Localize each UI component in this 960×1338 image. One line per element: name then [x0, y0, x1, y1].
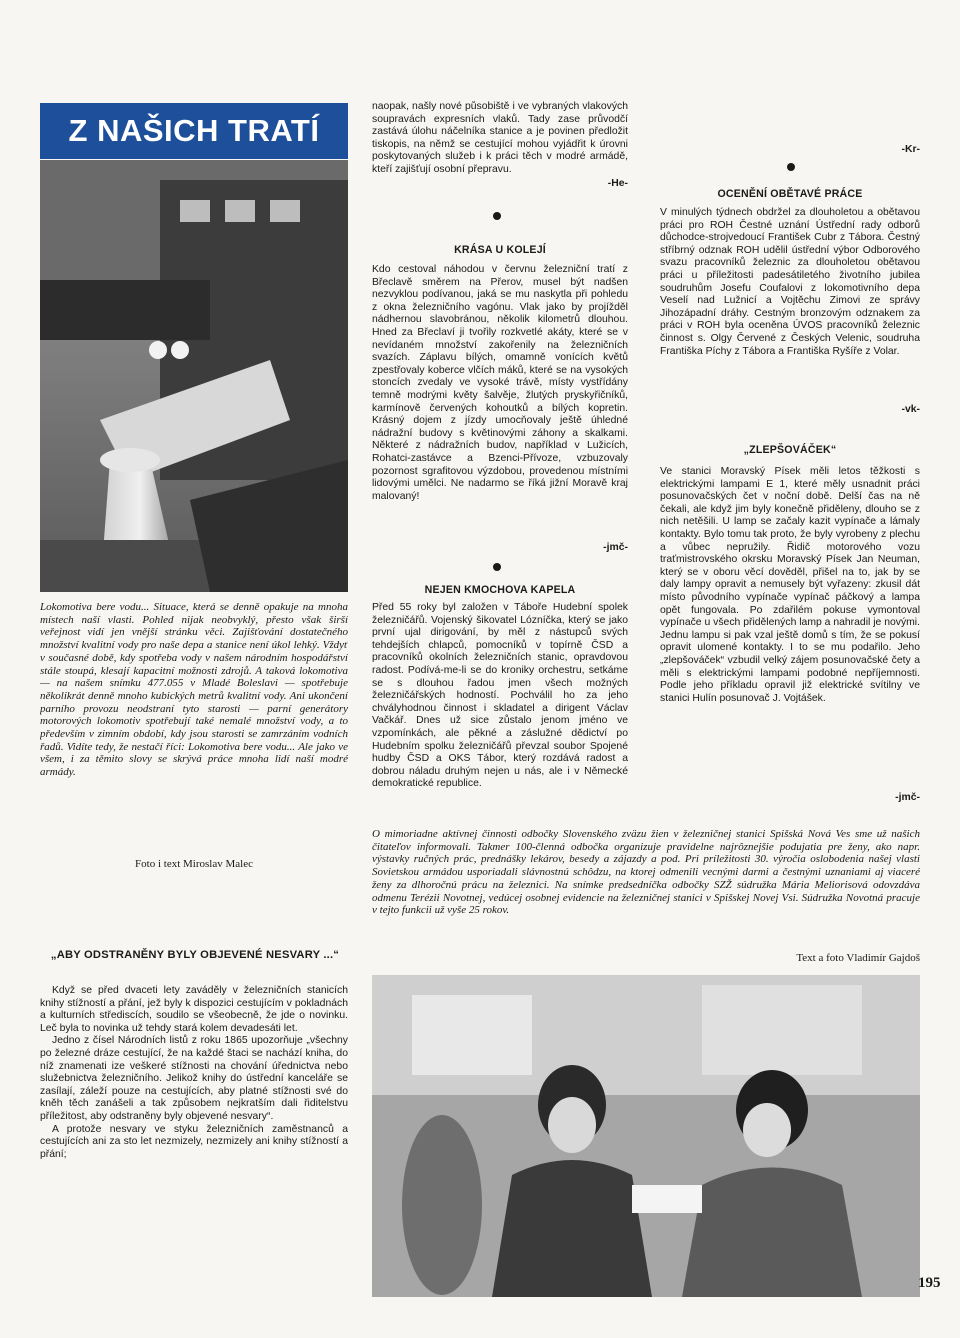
separator-dot: [787, 163, 795, 171]
article-oceneni-signature: -vk-: [901, 404, 920, 415]
article-nesvary-paragraph-3: A protože nesvary ve styku železničních zaměstnanců a cestujících ani za sto let nezmizely, nezmizely ani knihy stížností a přání;: [40, 1123, 348, 1160]
article-oceneni-body: V minulých týdnech obdržel za dlouholetou a obětavou práci pro ROH Čestné uznání Ústřední rady odborů důchodce-strojvedoucí František Cubr z Tábora. Čestný stříbrný odznak ROH udělil ústřední výbor Odborového svazu pracovníků železnic za dlouholetou obětavou práci u příležitosti padesátiletého životního jubilea soudruhům Josefu Coufalovi z lokomotivního depa Veselí nad Lužnicí a Vojtěchu Zimovi ze správy Jihozápadní dráhy. Cestným bronzovým odznakem za práci v ROH byla oceněna ÚVOS pracovníků železnic činnost s. Olgy Červené z Českých Velenic, soudruha Františka Píchy z Tábora a Františka Ryšíře z Volar.: [660, 207, 920, 357]
article-kapela-title: NEJEN KMOCHOVA KAPELA: [424, 584, 576, 596]
separator-dot: [493, 563, 501, 571]
article-nesvary-title: „ABY ODSTRANĚNY BYLY OBJEVENÉ NESVARY ...“: [50, 949, 340, 961]
page-number: 195: [918, 1275, 941, 1291]
article-zlepsovacek-signature: -jmč-: [895, 792, 920, 803]
article-nesvary-signature: -He-: [607, 178, 628, 189]
article-nesvary-continuation: naopak, našly nové působiště i ve vybraných vlakových soupravách expresních vlaků. Tady zase průvodčí zastává úlohu náčelníka stanice a je povinen předložit tiskopis, na němž se cestující mohou vyjádřit k úrovni poskytovaných služeb i k práci těch v modré armádě, kteří zajišťují osobní přepravu.: [372, 101, 628, 175]
locomotive-photo-image: [40, 160, 348, 592]
article-krasa-body: Kdo cestoval náhodou v červnu železniční tratí z Břeclavě směrem na Přerov, musel být nadšen nezvyklou podívanou, jaká se mu naskytla při pohledu z okna železničního vagónu. Vlak jako by projížděl nádhernou slavobránou, několik kilometrů dlouhou. Hned za Břeclaví ji tvořily rozkvetlé akáty, které se v nevídaném množství zakořenily na železničních svazích. Záplavu bílých, omamně vonících květů zpestřovaly koberce vlčích máků, které se na vysokých stoncích zvedaly ve vysoké trávě, místy vystřídány temně modrými květy šalvěje, žlutých pryskyřičníků, karmínově červených kohoutků a bílých kopretin. Krásný dojem z jízdy umocňovaly ještě úhledné nádražní budovy s květinovými záhony a skalkami. Některé z nádražních budov, například v Lužicích, Rohatci-zastávce a Bzenci-Přívoze, vzbuzovaly pozornost sgrafitovou výzdobou, provedenou místními lidovými umělci. Ne nadarmo se říká jižní Moravě kraj malovaný!: [372, 264, 628, 502]
article-zlepsovacek-body: Ve stanici Moravský Písek měli letos těžkosti s elektrickými lampami E 1, které měly usnadnit práci posunovačských čet v noční době. Delší čas na ně čekali, ale když jim byly konečně přiděleny, dlouho se z nich netěšili. U lamp se začaly kazit vypínače a lámaly kontakty. Bylo tomu tak proto, že byly vyrobeny z plechu a vůbec nepružily. Řidič motorového vozu traťmistrovského okrsku Moravský Písek Jan Neuman, který se v oboru věcí dověděl, přišel na to, jak by se daly lampy opravit a nemusely být vyřazeny: zkusil dát místo původního vypínače vypínač páčkový a lampa opět fungovala. Po zdařilém pokuse vymontoval vypínače u všech přidělených lamp a nahradil je novými. Jednu lampu si pak vzal ještě domů s tím, že se pokusí opravit ulomené kontakty. I to se mu podařilo. Jeho „zlepšováček“ vzbudil velký zájem posunovačské čety a měli s elektrickými lampami podobné nepříjemnosti. Podle jeho příkladu opravil již elektrické svítilny ve stanici Hulín posunovač J. Vojtášek.: [660, 466, 920, 704]
photo-locomotive-caption: Lokomotiva bere vodu... Situace, která se denně opakuje na mnoha místech naší vlasti. Pohled nijak neobvyklý, přesto však širší veřejnost vidí jen vnější stránku věci. Zajišťování dostatečného množství kvalitní vody pro naše depa a stanice není úkol lehký. Vždyť v současné době, kdy spotřeba vody v našem národním hospodářství stále stoupá, klesají kapacitní možnosti zdrojů. A taková lokomotiva — na našem snímku 477.055 v Mladé Boleslavi — spotřebuje několikrát denně mnoho kubických metrů kvalitní vody. Ani ukončení parního provozu neodstraní tyto starosti — parní generátory motorových lokomotiv spotřebují také nemalé množství vody, a to především v zimním období, kdy jsou starosti se zamrzáním vodních řadů. Vidíte tedy, že nestačí říci: Lokomotiva bere vodu... Ale jako ve všem, i za těmito slovy se skrývá práce mnoha lidí naší modré armády.: [40, 601, 348, 779]
photo-locomotive-water: [40, 160, 348, 592]
photo-award-ceremony: [372, 975, 920, 1297]
section-masthead: Z NAŠICH TRATÍ: [40, 103, 348, 159]
article-nesvary-body: [40, 985, 348, 1297]
article-krasa-title: KRÁSA U KOLEJÍ: [454, 244, 546, 256]
article-nesvary-paragraph-2: Jedno z čísel Národních listů z roku 1865 upozorňuje „všechny po železné dráze cestující, že na každé štaci se nachází kniha, do níž znamenati ize veškeré stížnosti na chování úřednictva nebo služebnictva železničního. Jelikož knihy do ústřední kanceláře se zasílají, záleží pouze na cestujících, aby platné stížnosti své do kněh těch zanášeli a tak způsobem nejkratším dali řiditelstvu příležitost, aby odstraněny byly objevené nesvary“.: [40, 1035, 348, 1122]
photo-locomotive-credit: Foto i text Miroslav Malec: [135, 858, 253, 870]
photo-women-credit: Text a foto Vladimír Gajdoš: [796, 952, 920, 964]
article-kapela-signature: -Kr-: [901, 144, 920, 155]
article-zlepsovacek-title: „ZLEPŠOVÁČEK“: [743, 444, 837, 456]
photo-women-caption: O mimoriadne aktívnej činnosti odbočky Slovenského zväzu žien v železničnej stanici Spišská Nová Ves sme už našich čitateľov informovali. Takmer 100-členná odbočka organizuje pravidelne najrôznejšie podujatia pre ženy, ako napr. výstavky ručných prác, prednášky lekárov, besedy a zájazdy a pod. Pri príležitosti 30. výročia oslobodenia našej vlasti Sovietskou armádou usporiadali slávnostnú schôdzu, na ktorej odmenili vecnými darmi a čestnými uznaniami aj viaceré ženy za dlhoročnú prácu na železnici. Na snímke predsedníčka odbočky SZŽ súdružka Mária Meliorisová odovzdáva odmenu Terézii Novotnej, vedúcej osobnej evidencie na železničnej stanici v Spišskej Novej Vsi. Súdružka Novotná pracuje v tejto funkcii už vyše 25 rokov.: [372, 828, 920, 917]
award-photo-image: [372, 975, 920, 1297]
article-kapela-body: Před 55 roky byl založen v Táboře Hudební spolek železničářů. Vojenský šikovatel Lózníčka, který se jako první ujal dirigování, by měl z nástupců svých tehdejších chlapců, pomocníků v topírně ČSD a pracovníků okolních železničních stanic, opravdovou radost. Podívá-me-li se do kroniky orchestru, setkáme se s dlouhou řadou jmen všech možných železničářských hodností. Pochválil ho za jeho chvályhodnou činnost i skladatel a dirigent Václav Vačkář. Dnes už sice zůstalo jenom jméno ve vzpomínkách, ale pěkné a záslužné dědictví po Hudebním spolku železničářů převzal soubor Spojené hudby ČSD a OKS Tábor, který rozdává radost a dobrou náladu druhým nejen u nás, ale i v Německé demokratické republice.: [372, 602, 628, 790]
article-nesvary-paragraph-1: Když se před dvaceti lety zaváděly v železničních stanicích knihy stížností a přání, jež byly k dispozici cestujícím v pokladnách a kulturních střediscích, soudilo se všeobecně, že jde o novinku. Leč byla to novinka už tehdy stará kolem devadesáti let.: [40, 985, 348, 1034]
separator-dot: [493, 212, 501, 220]
article-krasa-signature: -jmč-: [603, 542, 628, 553]
article-oceneni-title: OCENĚNÍ OBĚTAVÉ PRÁCE: [717, 188, 863, 200]
